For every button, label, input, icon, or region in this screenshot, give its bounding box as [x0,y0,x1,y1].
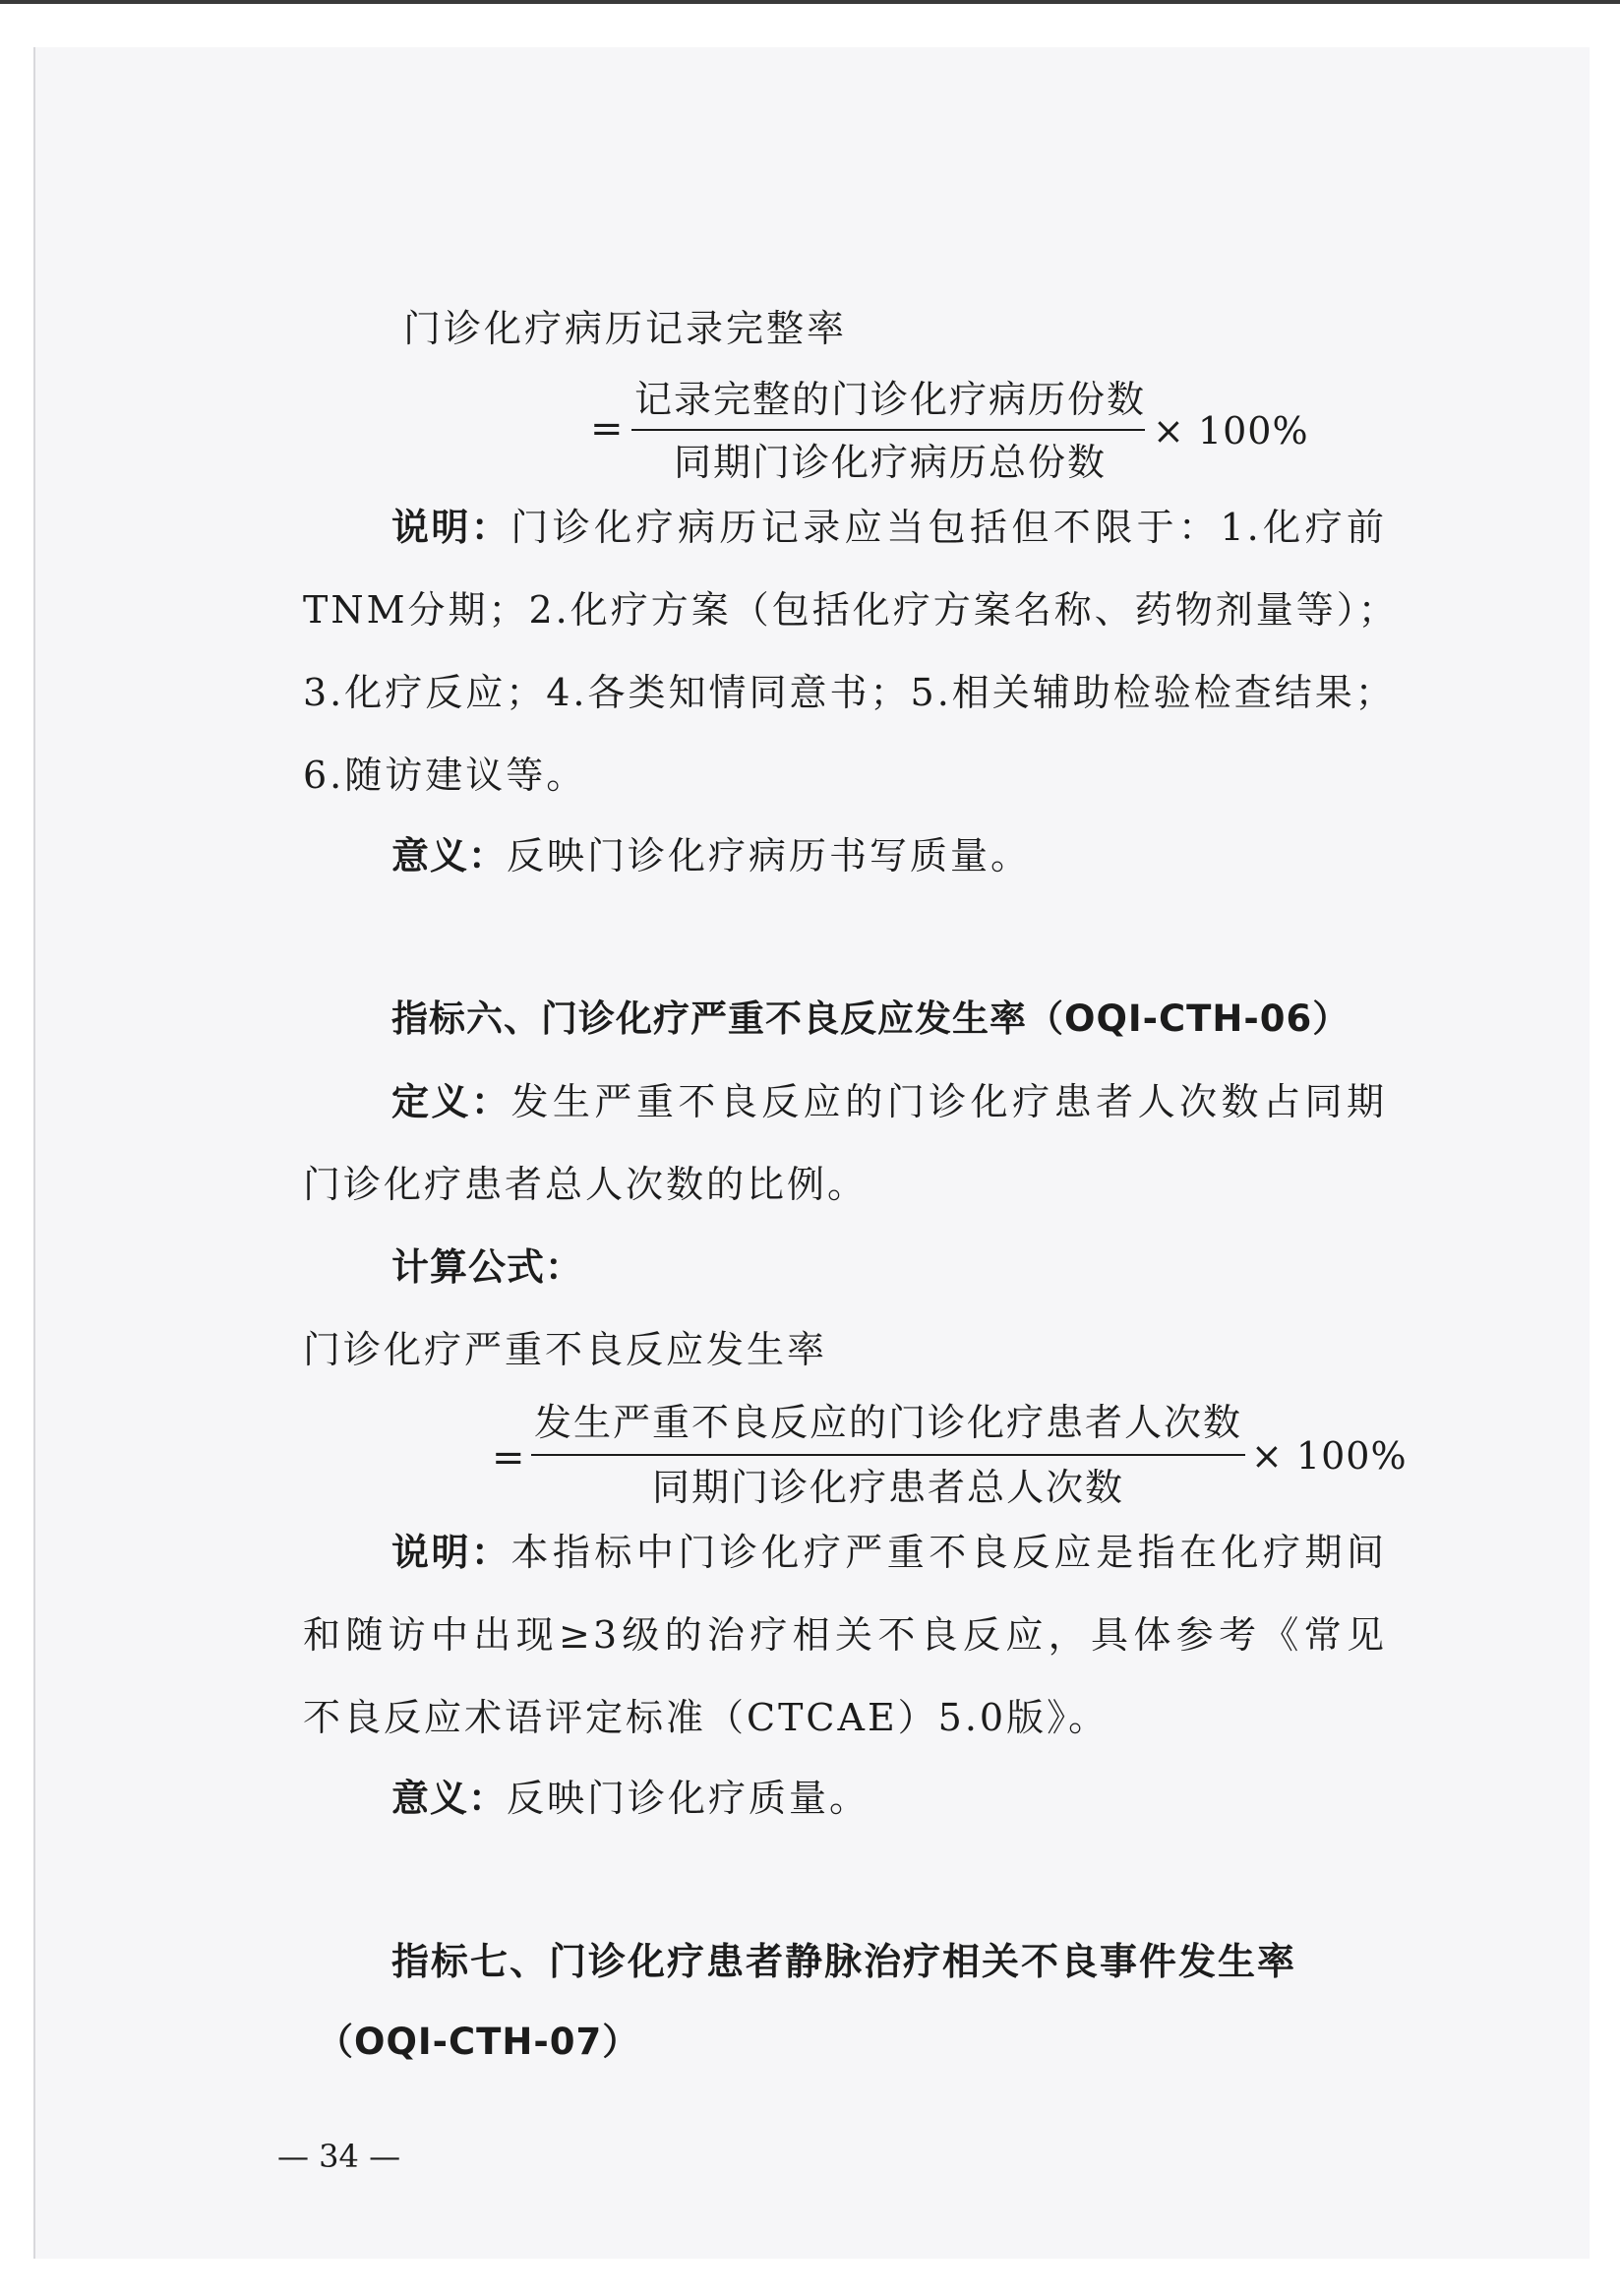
formula1-equals: = [590,406,624,452]
formula2-denominator: 同期门诊化疗患者总人次数 [651,1466,1124,1509]
formula1-denominator: 同期门诊化疗病历总份数 [673,441,1107,484]
note2-line1 [391,1529,1387,1576]
meaning2-label: 意义： [391,1777,508,1820]
formula1-fraction-bar [631,429,1145,431]
note1-label: 说明： [391,506,511,549]
meaning1-label: 意义： [391,834,508,877]
indicator7-heading-line1: 指标七、门诊化疗患者静脉治疗相关不良事件发生率 [391,1940,1297,1983]
meaning2 [391,1775,870,1822]
formula2-equals: = [492,1435,525,1480]
page-number: — 34 — [277,2138,401,2175]
meaning2-text: 反映门诊化疗质量。 [507,1777,870,1820]
formula1-title: 门诊化疗病历记录完整率 [403,307,848,350]
note2-line1-text: 本指标中门诊化疗严重不良反应是指在化疗期间 [510,1531,1387,1574]
indicator6-definition-line2: 门诊化疗患者总人次数的比例。 [303,1163,869,1206]
note2-line2: 和随访中出现≥3级的治疗相关不良反应，具体参考《常见 [303,1613,1387,1657]
formula1-multiplier: × 100% [1153,409,1309,453]
note2-label: 说明： [391,1531,511,1574]
page-bottom-margin [0,2259,1620,2296]
indicator6-definition-line1 [391,1078,1387,1125]
formula2-numerator: 发生严重不良反应的门诊化疗患者人次数 [533,1401,1242,1444]
note1-line2: TNM分期；2.化疗方案（包括化疗方案名称、药物剂量等）； [303,588,1399,632]
formula1-numerator: 记录完整的门诊化疗病历份数 [634,378,1147,421]
formula2-fraction-bar [531,1454,1245,1456]
formula2-title: 门诊化疗严重不良反应发生率 [303,1328,828,1371]
meaning1 [391,832,1031,879]
indicator6-heading: 指标六、门诊化疗严重不良反应发生率（OQI-CTH-06） [391,997,1350,1040]
indicator7-heading-line2: （OQI-CTH-07） [317,2021,640,2063]
note2-line3: 不良反应术语评定标准（CTCAE）5.0版》。 [303,1696,1110,1739]
indicator6-definition-text: 发生严重不良反应的门诊化疗患者人次数占同期 [510,1080,1387,1123]
note1-line1-text: 门诊化疗病历记录应当包括但不限于：1.化疗前 [510,506,1387,549]
note1-line1 [391,504,1387,551]
indicator6-formula-label: 计算公式： [391,1245,584,1289]
scan-border [0,0,1620,4]
meaning1-text: 反映门诊化疗病历书写质量。 [507,834,1032,877]
note1-line4: 6.随访建议等。 [303,754,587,797]
indicator6-definition-label: 定义： [391,1080,511,1123]
note1-line3: 3.化疗反应；4.各类知情同意书；5.相关辅助检验检查结果； [303,671,1396,714]
formula2-multiplier: × 100% [1251,1434,1408,1478]
